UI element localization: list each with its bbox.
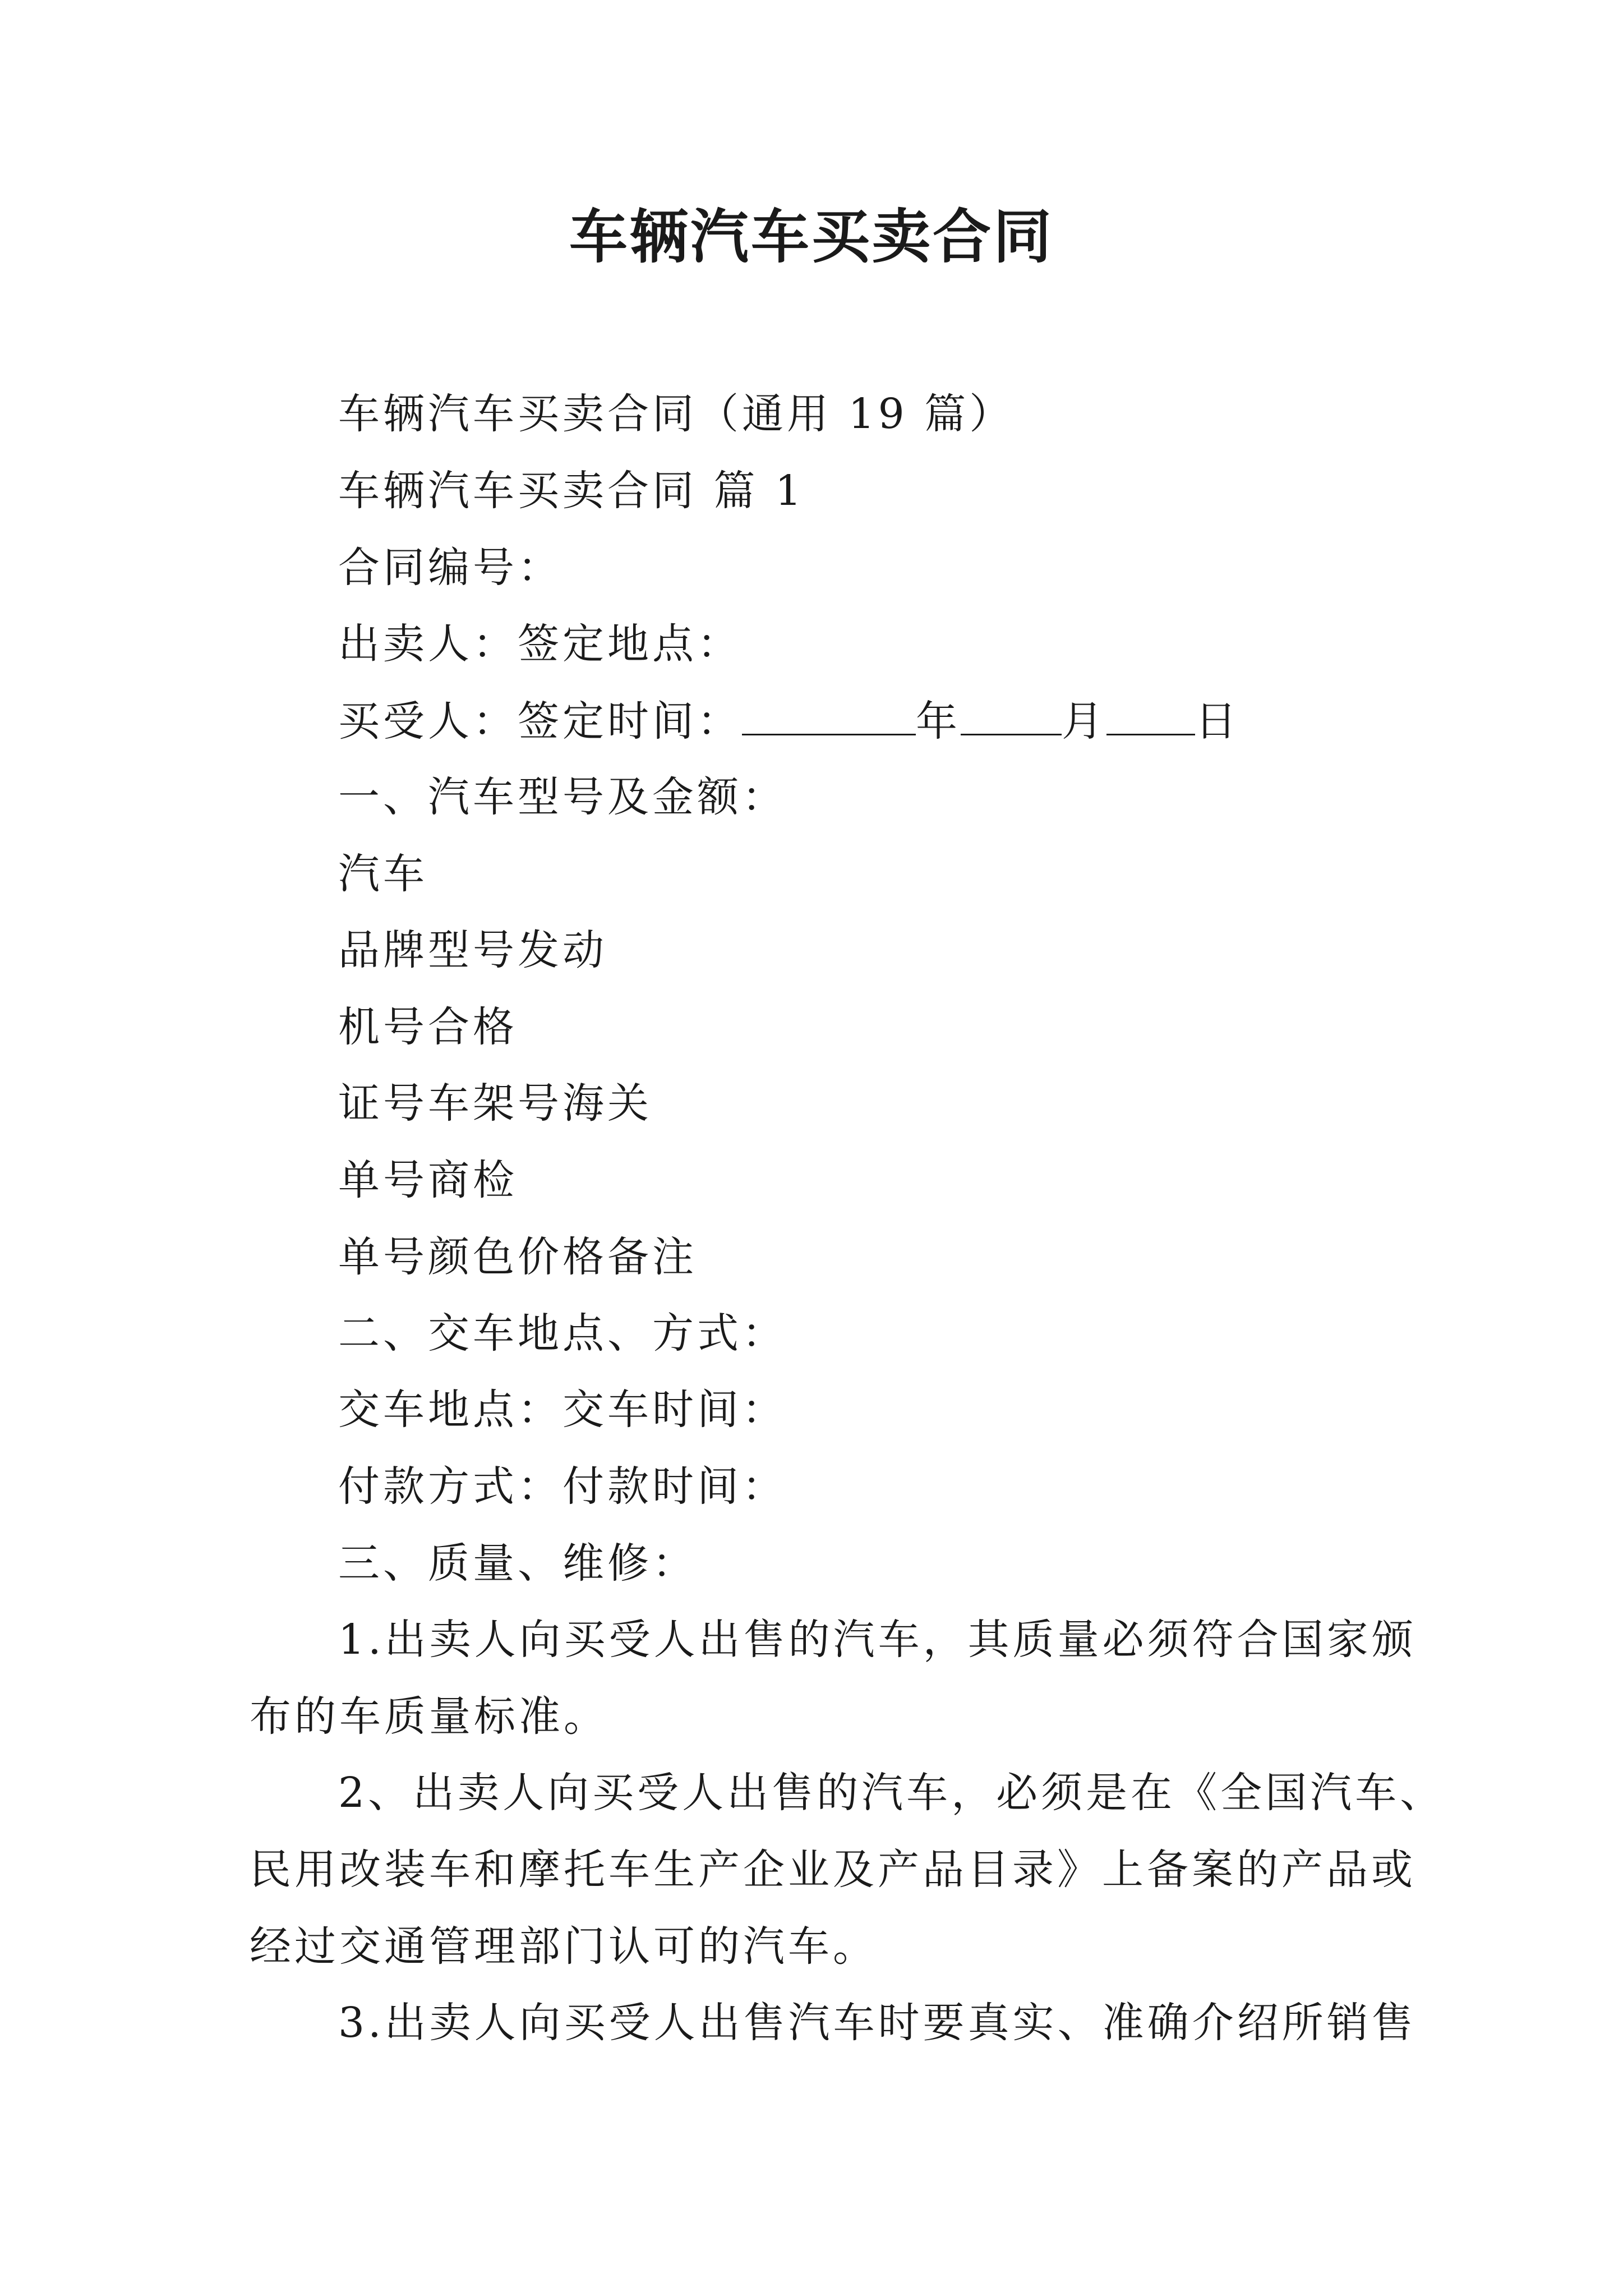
delivery-line: 交车地点：交车时间： <box>338 1386 787 1434</box>
seller-line: 出卖人：签定地点： <box>338 620 742 668</box>
field-line: 品牌型号发动 <box>338 926 607 974</box>
part2-heading: 二、交车地点、方式： <box>338 1309 787 1358</box>
section-heading: 车辆汽车买卖合同 篇 1 <box>338 467 805 515</box>
field-line: 单号商检 <box>338 1156 518 1204</box>
document-subtitle: 车辆汽车买卖合同（通用 19 篇） <box>338 390 1015 438</box>
clause1-line2: 布的车质量标准。 <box>250 1692 608 1741</box>
field-line: 机号合格 <box>338 1003 518 1051</box>
clause2-line3: 经过交通管理部门认可的汽车。 <box>250 1922 878 1971</box>
contract-number-label: 合同编号： <box>338 544 562 592</box>
day-blank <box>1106 692 1195 735</box>
year-label: 年 <box>916 697 961 746</box>
payment-line: 付款方式：付款时间： <box>338 1462 787 1511</box>
clause2-line2: 民用改装车和摩托车生产企业及产品目录》上备案的产品或 <box>250 1846 1416 1894</box>
month-label: 月 <box>1062 697 1106 746</box>
clause1-line1: 1.出卖人向买受人出售的汽车，其质量必须符合国家颁 <box>338 1616 1417 1664</box>
field-line: 汽车 <box>338 850 428 898</box>
document-title: 车辆汽车买卖合同 <box>569 202 1054 271</box>
buyer-date-line <box>338 692 1240 749</box>
clause3-line1: 3.出卖人向买受人出售汽车时要真实、准确介绍所销售 <box>338 1999 1417 2047</box>
year-blank <box>742 692 916 735</box>
month-blank <box>961 692 1062 735</box>
part1-heading: 一、汽车型号及金额： <box>338 773 787 821</box>
part3-heading: 三、质量、维修： <box>338 1539 697 1588</box>
buyer-label: 买受人：签定时间： <box>338 697 742 746</box>
field-line: 单号颜色价格备注 <box>338 1233 697 1281</box>
day-label: 日 <box>1195 697 1240 746</box>
field-line: 证号车架号海关 <box>338 1079 652 1128</box>
clause2-line1: 2、出卖人向买受人出售的汽车，必须是在《全国汽车、 <box>338 1769 1445 1817</box>
